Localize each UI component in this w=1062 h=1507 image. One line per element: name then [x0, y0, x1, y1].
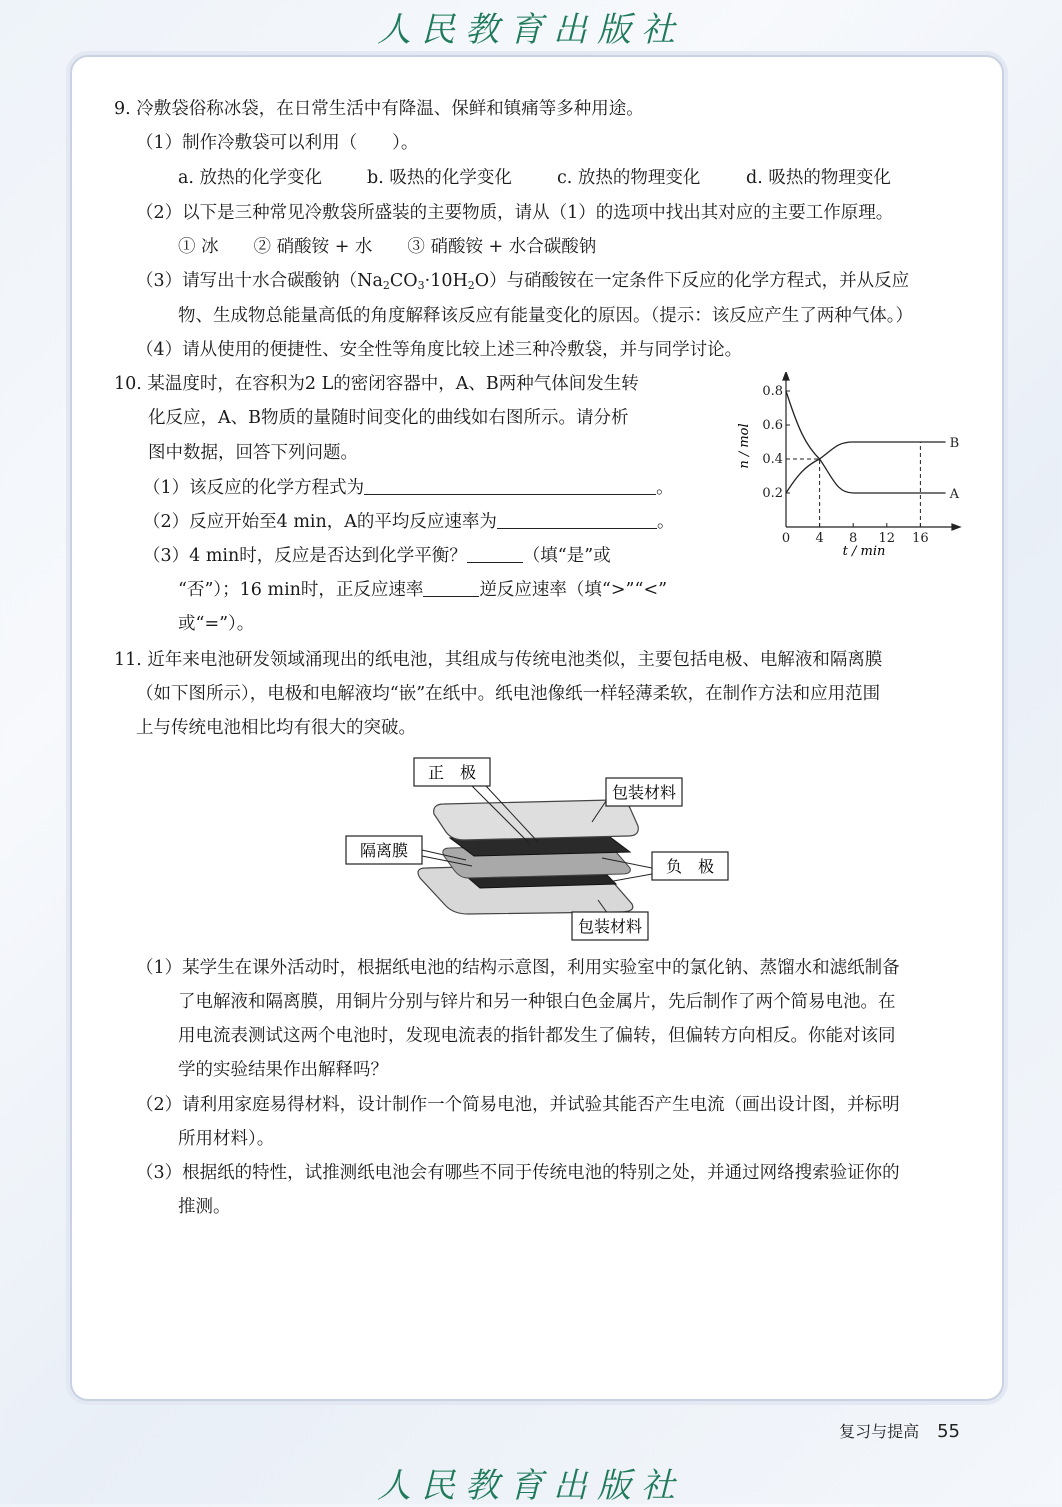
pack-bottom-label: 包装材料 [577, 917, 643, 936]
q9-option-c: c. 放热的物理变化 [557, 168, 701, 188]
q11-stem-line3: 上与传统电池相比均有很大的突破。 [136, 718, 416, 738]
q11-part1-line3: 用电流表测试这两个电池时，发现电流表的指针都发生了偏转，但偏转方向相反。你能对该同 [178, 1026, 896, 1046]
negative-leader-2 [608, 874, 652, 882]
q10-part3-line2-text-a: “否”）；16 min时，正反应速率 [178, 580, 424, 600]
q10-part3-line2-text-b: 逆反应速率（填“>”“<” [479, 580, 668, 600]
q10-part1 [143, 476, 674, 500]
page-footer [839, 1419, 960, 1442]
series-line-B [786, 442, 946, 493]
q9-option-a: a. 放热的化学变化 [178, 168, 323, 188]
separator-label: 隔离膜 [359, 841, 409, 860]
x-tick-label: 4 [815, 531, 824, 546]
series-label-B: B [949, 436, 960, 451]
q10-part3-line3: 或“=”）。 [178, 614, 255, 634]
q9-part3-sub2: 3 [417, 279, 425, 292]
q10-part3-answer-blank-1[interactable] [467, 546, 523, 563]
q9-option-d: d. 吸热的物理变化 [746, 168, 891, 188]
q10-part3-text-a: （3）4 min时，反应是否达到化学平衡？ [143, 546, 467, 566]
q10-stem-line1: 10. 某温度时，在容积为2 L的密闭容器中，A、B两种气体间发生转 [114, 374, 639, 394]
q9-part3-text-b: CO [389, 271, 418, 291]
y-tick-label: 0.4 [762, 452, 783, 467]
q9-part3-text-a: （3）请写出十水合碳酸钠（Na [136, 271, 383, 291]
q9-part3-line2: 物、生成物总能量高低的角度解释该反应有能量变化的原因。（提示：该反应产生了两种气体。） [178, 306, 913, 326]
q10-stem-line3: 图中数据，回答下列问题。 [148, 443, 358, 463]
q11-part3-line1: （3）根据纸的特性，试推测纸电池会有哪些不同于传统电池的特别之处，并通过网络搜索验证你的 [136, 1163, 900, 1183]
publisher-watermark-top: 人民教育出版社 [377, 10, 685, 50]
q10-stem-line2: 化反应，A、B物质的量随时间变化的曲线如右图所示。请分析 [148, 408, 629, 428]
y-tick-label: 0.2 [762, 486, 783, 501]
q9-part3 [136, 269, 909, 298]
q10-part1-end: 。 [656, 478, 674, 498]
y-axis-arrow [783, 372, 789, 380]
paper-battery-diagram [340, 756, 740, 942]
q10-part2-end: 。 [656, 512, 675, 532]
q9-items: ① 冰 ② 硝酸铵 + 水 ③ 硝酸铵 + 水合碳酸钠 [178, 237, 597, 257]
q9-option-b: b. 吸热的化学变化 [367, 168, 512, 188]
x-tick-label: 8 [849, 531, 858, 546]
q9-part1: （1）制作冷敷袋可以利用（ ）。 [136, 133, 419, 153]
q9-part4: （4）请从使用的便捷性、安全性等角度比较上述三种冷敷袋，并与同学讨论。 [136, 340, 743, 360]
x-tick-label: 0 [781, 531, 791, 546]
y-tick-label: 0.8 [762, 384, 783, 399]
q11-part2-line2: 所用材料）。 [178, 1129, 275, 1149]
q10-part1-answer-blank[interactable] [364, 478, 656, 495]
chart-axes [783, 372, 960, 530]
q11-part1-line2: 了电解液和隔离膜，用铜片分别与锌片和另一种银白色金属片，先后制作了两个简易电池。在 [178, 992, 896, 1012]
series-label-A: A [949, 487, 959, 502]
q11-part2-line1: （2）请利用家庭易得材料，设计制作一个简易电池，并试验其能否产生电流（画出设计图，并标明 [136, 1095, 900, 1115]
q10-part2-answer-blank[interactable] [497, 512, 657, 529]
x-axis-arrow [952, 524, 960, 530]
negative-label: 负 极 [665, 857, 715, 876]
q10-part3-line2 [178, 578, 667, 602]
q9-stem: 9. 冷敷袋俗称冰袋，在日常生活中有降温、保鲜和镇痛等多种用途。 [114, 99, 644, 119]
q9-part3-sub1: 2 [382, 279, 390, 292]
q9-part3-text-d: O）与硝酸铵在一定条件下反应的化学方程式，并从反应 [474, 271, 910, 291]
q10-part3 [143, 544, 611, 568]
x-tick-label: 12 [878, 531, 896, 546]
q11-part1-line1: （1）某学生在课外活动时，根据纸电池的结构示意图，利用实验室中的氯化钠、蒸馏水和滤纸制备 [136, 958, 900, 978]
q9-part3-sub3: 2 [467, 279, 475, 292]
q11-stem-line1: 11. 近年来电池研发领域涌现出的纸电池，其组成与传统电池类似，主要包括电极、电解液和隔离膜 [114, 650, 883, 670]
q10-part2 [143, 510, 674, 534]
q9-part2: （2）以下是三种常见冷敷袋所盛装的主要物质，请从（1）的选项中找出其对应的主要工作原理。 [136, 203, 894, 223]
pack-top-label: 包装材料 [611, 783, 677, 802]
q11-part1-line4: 学的实验结果作出解释吗？ [178, 1060, 388, 1080]
page-number: 55 [937, 1421, 960, 1442]
y-axis-label: n / mol [737, 423, 752, 469]
q10-part3-answer-blank-2[interactable] [423, 580, 479, 597]
q11-part3-line2: 推测。 [178, 1197, 231, 1217]
q10-part1-text: （1）该反应的化学方程式为 [143, 478, 365, 498]
x-tick-label: 16 [912, 531, 929, 546]
q10-part2-text: （2）反应开始至4 min，A的平均反应速率为 [143, 512, 497, 532]
q10-part3-text-b: （填“是”或 [522, 546, 611, 566]
q10-amount-time-chart [730, 372, 970, 562]
footer-section-title: 复习与提高 [839, 1422, 920, 1441]
y-tick-label: 0.6 [762, 418, 783, 433]
q9-part3-text-c: ·10H [424, 271, 468, 291]
publisher-watermark-bottom: 人民教育出版社 [377, 1466, 685, 1506]
positive-label: 正 极 [427, 763, 477, 782]
q11-stem-line2: （如下图所示），电极和电解液均“嵌”在纸中。纸电池像纸一样轻薄柔软，在制作方法和应用范围 [136, 684, 881, 704]
x-axis-label: t / min [842, 544, 886, 559]
